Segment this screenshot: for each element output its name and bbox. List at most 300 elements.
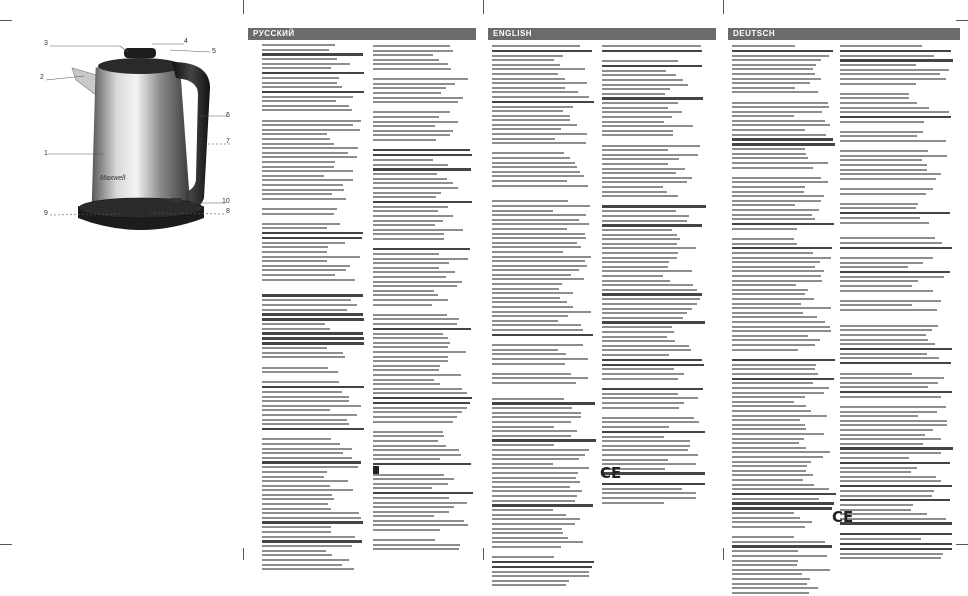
text-line	[492, 265, 587, 267]
text-line	[602, 411, 706, 414]
text-line	[732, 438, 804, 440]
text-line	[373, 149, 470, 151]
text-line	[492, 504, 593, 506]
text-line	[732, 484, 814, 486]
text-line	[492, 166, 577, 168]
text-line	[840, 319, 954, 322]
text-line	[732, 228, 797, 230]
text-line	[373, 92, 441, 94]
text-line	[373, 78, 468, 80]
text-line	[840, 251, 954, 254]
text-line	[492, 301, 567, 303]
text-line	[602, 125, 693, 127]
text-line	[732, 96, 836, 99]
text-line	[602, 70, 666, 72]
text-line	[492, 537, 568, 539]
text-line	[373, 83, 455, 85]
text-line	[840, 294, 954, 297]
text-line	[492, 550, 596, 553]
text-line	[840, 226, 954, 229]
text-line	[602, 195, 678, 197]
text-line	[732, 330, 831, 332]
text-line	[492, 133, 587, 135]
text-line	[492, 339, 596, 342]
ce-mark-icon: CE	[832, 508, 854, 526]
text-line	[492, 278, 584, 280]
text-line	[373, 50, 453, 52]
text-line	[840, 348, 952, 350]
text-line	[840, 178, 936, 180]
text-line	[840, 197, 954, 200]
text-line	[732, 214, 812, 216]
text-line	[492, 223, 589, 225]
text-line	[492, 101, 594, 103]
text-line	[373, 73, 473, 76]
text-line	[492, 124, 577, 126]
callout-3: 3	[44, 40, 48, 47]
text-line	[602, 172, 676, 174]
text-line	[373, 285, 457, 287]
text-line	[840, 145, 954, 148]
text-line	[840, 447, 953, 449]
text-line	[732, 583, 807, 585]
text-line	[732, 275, 821, 277]
text-line	[840, 396, 941, 398]
text-line	[732, 428, 806, 430]
text-line	[602, 60, 678, 62]
text-line	[492, 228, 567, 230]
text-line	[492, 311, 591, 313]
text-line	[602, 312, 687, 314]
text-line	[602, 426, 669, 428]
text-line	[373, 374, 461, 376]
text-line	[840, 182, 954, 185]
text-line	[373, 220, 443, 222]
callout-5: 5	[212, 48, 216, 55]
text-line	[602, 378, 678, 380]
text-line	[840, 193, 926, 195]
text-line	[492, 584, 566, 586]
text-line	[602, 257, 677, 259]
text-line	[732, 521, 812, 523]
text-line	[840, 467, 917, 469]
text-line	[492, 119, 570, 121]
text-line	[732, 270, 824, 272]
text-line	[602, 388, 703, 390]
text-line	[373, 529, 440, 531]
text-line	[732, 392, 824, 394]
text-line	[373, 534, 473, 537]
text-line	[602, 449, 688, 451]
text-line	[732, 433, 824, 435]
text-line	[840, 125, 954, 128]
text-line	[840, 522, 952, 524]
text-line	[840, 420, 947, 422]
text-line	[373, 271, 455, 273]
text-line	[373, 407, 467, 409]
text-line	[373, 134, 450, 136]
text-line	[602, 145, 700, 147]
text-line	[602, 303, 697, 305]
text-line	[492, 402, 595, 404]
text-line	[840, 314, 954, 317]
text-line	[492, 50, 592, 52]
callout-6: 6	[226, 112, 230, 119]
text-line	[373, 304, 432, 306]
text-line	[373, 299, 448, 301]
text-line	[492, 195, 596, 198]
text-line	[492, 68, 585, 70]
text-line	[492, 210, 553, 212]
text-line	[732, 252, 813, 254]
text-line	[732, 303, 801, 305]
text-line	[492, 171, 580, 173]
text-line	[840, 55, 934, 57]
text-line	[492, 426, 554, 428]
callout-4: 4	[184, 38, 188, 45]
crop-mark	[723, 0, 724, 14]
text-line	[492, 528, 562, 530]
text-line	[602, 111, 682, 113]
text-line	[492, 324, 581, 326]
text-line	[373, 502, 467, 504]
text-line	[492, 382, 576, 384]
text-line	[492, 392, 596, 395]
kettle-panel	[0, 28, 240, 268]
text-line	[732, 353, 836, 356]
text-line	[732, 405, 806, 407]
text-line	[602, 229, 672, 231]
text-line	[840, 262, 923, 264]
text-line	[732, 148, 805, 150]
text-line	[840, 97, 909, 99]
text-line	[373, 116, 439, 118]
text-line	[732, 401, 794, 403]
text-line	[732, 293, 805, 295]
text-line	[602, 238, 680, 240]
text-line	[262, 540, 362, 542]
text-line	[732, 359, 835, 361]
text-line	[840, 424, 947, 426]
text-line	[732, 257, 831, 259]
text-line	[840, 135, 917, 137]
text-line	[492, 246, 581, 248]
text-line	[602, 368, 674, 370]
crop-mark	[956, 20, 968, 21]
text-line	[602, 88, 670, 90]
text-line	[732, 493, 836, 495]
text-line	[602, 488, 682, 490]
text-line	[732, 396, 805, 398]
text-line	[492, 514, 566, 516]
text-line	[373, 139, 436, 141]
text-line	[602, 284, 693, 286]
text-line	[732, 339, 820, 341]
text-line	[840, 452, 941, 454]
text-line	[492, 91, 578, 93]
text-line	[602, 497, 696, 499]
callout-8: 8	[226, 208, 230, 215]
text-line	[732, 78, 821, 80]
text-line	[602, 261, 669, 263]
text-line	[840, 304, 912, 306]
text-line	[732, 238, 794, 240]
text-line	[373, 356, 448, 358]
text-line	[492, 398, 564, 400]
text-line	[732, 115, 794, 117]
text-line	[492, 297, 560, 299]
text-line	[373, 548, 459, 550]
text-line	[732, 368, 815, 370]
text-line	[840, 406, 946, 408]
text-line	[492, 106, 573, 108]
text-line	[373, 402, 470, 404]
text-line	[840, 353, 927, 355]
text-line	[732, 456, 823, 458]
crop-mark	[243, 0, 244, 14]
deutsch-text-col-a	[732, 45, 836, 596]
text-line	[602, 243, 677, 245]
text-line	[373, 290, 434, 292]
text-line	[492, 73, 558, 75]
text-line	[373, 248, 470, 250]
text-line	[492, 251, 563, 253]
text-line	[492, 580, 569, 582]
text-line	[840, 203, 918, 205]
text-line	[732, 232, 836, 235]
text-line	[732, 162, 828, 164]
text-line	[492, 472, 578, 474]
text-line	[840, 543, 952, 545]
text-line	[373, 253, 439, 255]
crop-mark	[483, 548, 484, 560]
text-line	[840, 438, 941, 440]
text-line	[602, 340, 675, 342]
text-line	[373, 397, 472, 399]
text-line	[262, 550, 326, 552]
text-line	[373, 125, 435, 127]
text-line	[602, 421, 699, 423]
section-header-deutsch: DEUTSCH	[728, 28, 960, 40]
text-line	[492, 481, 580, 483]
text-line	[602, 289, 697, 291]
text-line	[373, 388, 462, 390]
text-line	[492, 500, 575, 502]
section-header-english: ENGLISH	[488, 28, 716, 40]
text-line	[492, 387, 596, 390]
text-line	[732, 447, 806, 449]
text-line	[732, 243, 797, 245]
text-line	[602, 345, 689, 347]
text-line	[373, 173, 437, 175]
text-line	[492, 110, 563, 112]
text-line	[373, 229, 463, 231]
text-line	[492, 444, 554, 446]
text-line	[492, 180, 567, 182]
text-line	[373, 159, 433, 161]
text-line	[373, 192, 441, 194]
text-line	[373, 342, 450, 344]
text-line	[732, 550, 798, 552]
text-line	[840, 242, 942, 244]
text-line	[602, 397, 698, 399]
text-line	[602, 74, 676, 76]
text-line	[732, 578, 810, 580]
text-line	[840, 271, 950, 273]
text-line	[732, 261, 820, 263]
text-line	[492, 546, 561, 548]
brand-logo: Maxwell	[100, 175, 126, 182]
text-line	[840, 367, 954, 370]
text-line	[732, 143, 835, 145]
callout-1: 1	[44, 150, 48, 157]
text-line	[373, 392, 467, 394]
text-line	[840, 309, 937, 311]
text-line	[732, 280, 822, 282]
text-line	[602, 121, 664, 123]
text-line	[492, 152, 564, 154]
text-line	[492, 45, 580, 47]
text-line	[840, 50, 951, 52]
text-line	[732, 247, 832, 249]
text-line	[840, 480, 941, 482]
text-line	[732, 335, 808, 337]
text-line	[732, 592, 809, 594]
text-line	[732, 526, 805, 528]
text-line	[732, 498, 819, 500]
text-line	[373, 238, 444, 240]
text-line	[602, 177, 692, 179]
text-line	[492, 344, 583, 346]
text-line	[492, 219, 579, 221]
text-line	[602, 50, 702, 52]
text-line	[840, 527, 954, 530]
text-line	[492, 78, 565, 80]
text-line	[492, 59, 554, 61]
text-line	[602, 84, 688, 86]
text-line	[373, 515, 434, 517]
text-line	[840, 434, 925, 436]
text-line	[732, 387, 829, 389]
text-line	[732, 82, 810, 84]
text-line	[602, 116, 672, 118]
text-line	[602, 139, 706, 142]
text-line	[492, 128, 561, 130]
text-line	[602, 459, 668, 461]
text-line	[492, 367, 596, 370]
text-line	[602, 454, 698, 456]
text-line	[373, 524, 468, 526]
text-line	[602, 349, 691, 351]
text-line	[373, 130, 453, 132]
text-line	[602, 393, 678, 395]
text-line	[492, 320, 558, 322]
text-line	[492, 142, 586, 144]
text-line	[840, 386, 928, 388]
text-line	[602, 270, 692, 272]
text-line	[262, 564, 342, 566]
text-line	[373, 68, 451, 70]
text-line	[492, 575, 589, 577]
text-line	[373, 87, 446, 89]
text-line	[602, 407, 679, 409]
text-line	[840, 155, 947, 157]
text-line	[602, 79, 683, 81]
text-line	[732, 349, 798, 351]
text-line	[492, 274, 571, 276]
text-line	[373, 463, 471, 465]
english-panel	[488, 28, 716, 538]
crop-mark	[0, 20, 12, 21]
text-line	[840, 373, 912, 375]
text-line	[492, 541, 583, 543]
english-text-col-a	[492, 45, 596, 589]
text-line	[732, 373, 818, 375]
text-line	[602, 326, 672, 328]
text-line	[602, 158, 679, 160]
text-line	[492, 260, 585, 262]
text-line	[840, 222, 929, 224]
text-line	[732, 124, 830, 126]
text-line	[602, 200, 706, 203]
text-line	[492, 416, 581, 418]
text-line	[373, 121, 458, 123]
text-line	[840, 504, 913, 506]
russian-panel	[248, 28, 476, 538]
text-line	[840, 533, 952, 535]
text-line	[840, 237, 935, 239]
text-line	[492, 571, 589, 573]
text-line	[492, 205, 590, 207]
text-line	[492, 315, 568, 317]
text-line	[373, 431, 443, 433]
text-line	[840, 518, 946, 520]
text-line	[373, 45, 450, 47]
text-line	[732, 321, 825, 323]
ce-mark-icon: CE	[600, 464, 622, 482]
text-line	[602, 215, 689, 217]
text-line	[492, 407, 572, 409]
text-line	[732, 153, 806, 155]
text-line	[602, 205, 706, 207]
text-line	[373, 478, 454, 480]
text-line	[492, 242, 577, 244]
russian-text-col-b	[373, 45, 473, 553]
text-line	[602, 382, 706, 385]
crop-mark	[0, 544, 12, 545]
text-line	[732, 461, 811, 463]
text-line	[840, 164, 927, 166]
text-line	[732, 470, 806, 472]
text-line	[732, 120, 825, 122]
text-line	[492, 175, 584, 177]
text-line	[373, 154, 472, 156]
text-line	[492, 561, 594, 563]
text-line	[840, 140, 946, 142]
text-line	[492, 377, 588, 379]
text-line	[262, 545, 352, 547]
text-line	[373, 215, 453, 217]
text-line	[840, 415, 918, 417]
text-line	[373, 281, 462, 283]
text-line	[840, 457, 909, 459]
text-line	[492, 458, 579, 460]
text-line	[840, 150, 928, 152]
text-line	[492, 495, 577, 497]
text-line	[373, 164, 448, 166]
text-line	[373, 97, 463, 99]
section-header-russian: РУССКИЙ	[248, 28, 476, 40]
